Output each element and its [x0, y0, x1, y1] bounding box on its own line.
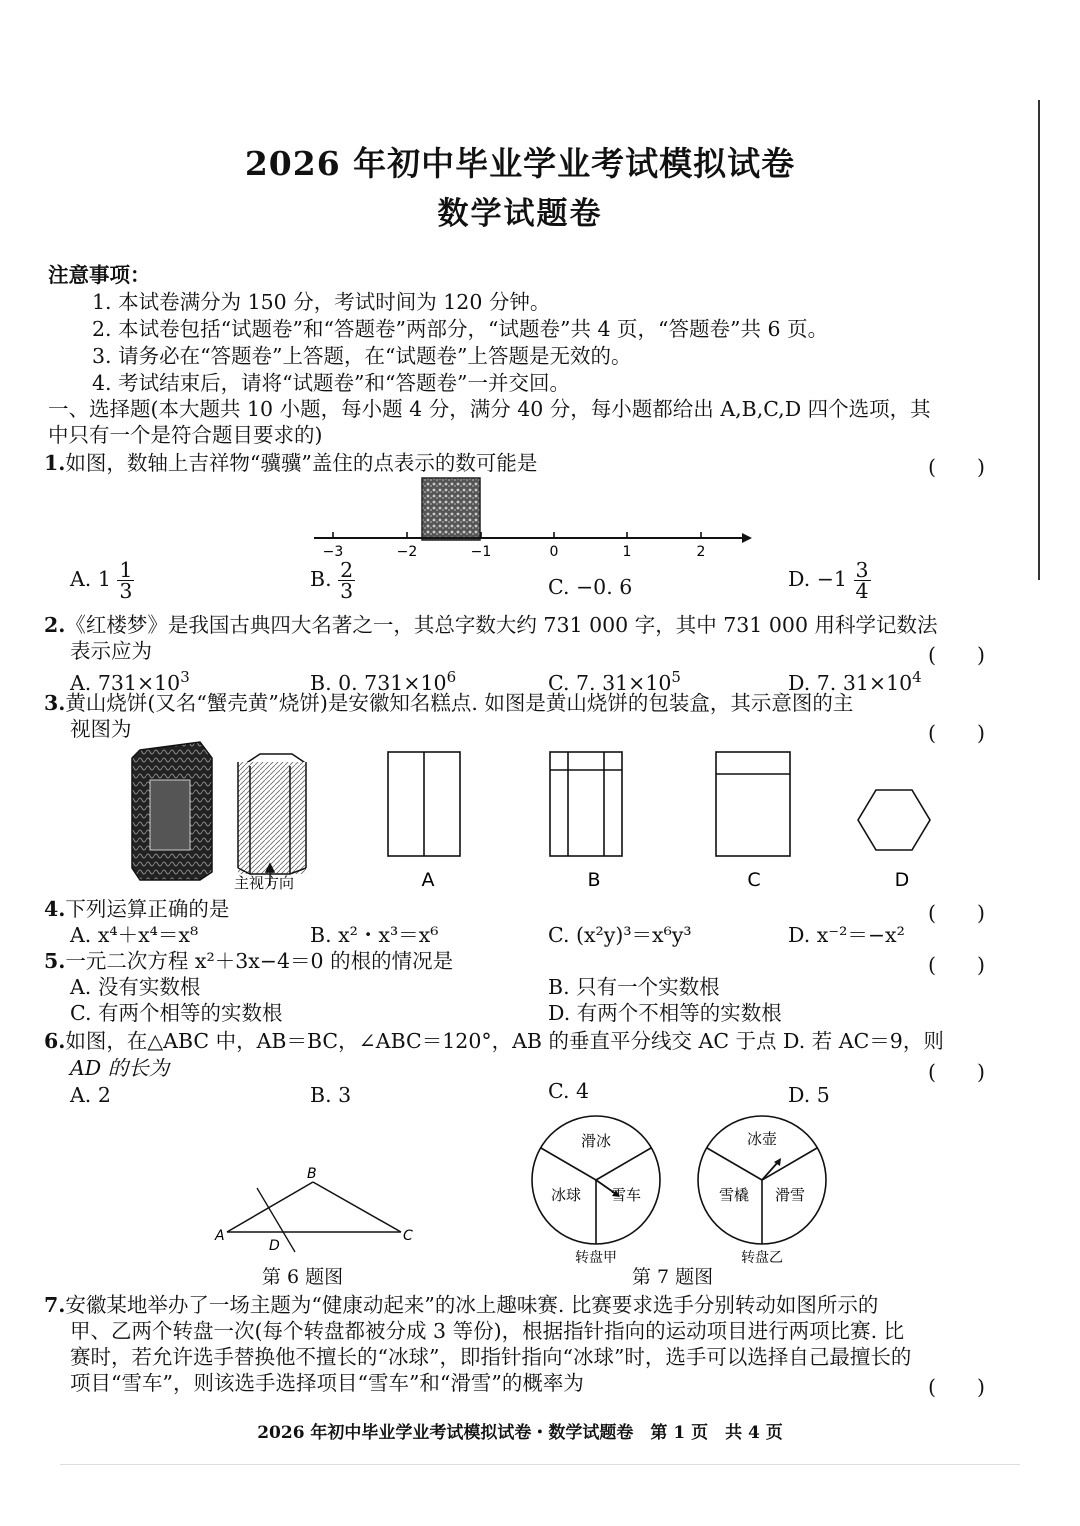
question-stem-cont: 赛时，若允许选手替换他不擅长的“冰球”，即指针指向“冰球”时，选手可以选择自己最擅长的: [70, 1345, 912, 1369]
fraction: [117, 560, 134, 601]
question-number: 4.: [44, 897, 66, 921]
tick-label: 0: [549, 544, 559, 560]
option-b[interactable]: [310, 560, 355, 601]
option-c[interactable]: C. −0. 6: [548, 575, 633, 599]
question-stem: 如图，在△ABC 中，AB＝BC，∠ABC＝120°，AB 的垂直平分线交 AC 于点 D. 若 AC＝9，则: [65, 1029, 944, 1053]
denominator: 3: [119, 579, 133, 603]
point-label: D: [269, 1238, 280, 1254]
sector-label: 冰壶: [746, 1130, 778, 1148]
option-b[interactable]: B. x²・x³＝x⁶: [310, 923, 439, 947]
side-bc: [313, 1182, 401, 1232]
q6-triangle-figure: [205, 1160, 425, 1260]
answer-paren[interactable]: ( ): [928, 1060, 985, 1084]
q3-figures: [130, 740, 950, 900]
question-stem: 黄山烧饼(又名“蟹壳黄”烧饼)是安徽知名糕点. 如图是黄山烧饼的包装盒，其示意图的主: [65, 691, 854, 715]
question-stem: 下列运算正确的是: [65, 897, 230, 921]
tick-label: −2: [396, 544, 418, 560]
point-label: A: [215, 1228, 225, 1244]
question-7: [44, 1292, 878, 1318]
question-stem: 一元二次方程 x²＋3x−4＝0 的根的情况是: [65, 949, 454, 973]
option-a[interactable]: A. 2: [70, 1083, 111, 1107]
sector-label: 雪橇: [718, 1186, 750, 1204]
question-5: [44, 948, 453, 974]
question-3: [44, 690, 853, 716]
option-d[interactable]: [788, 560, 871, 601]
option-c[interactable]: C. (x²y)³＝x⁶y³: [548, 923, 692, 947]
notice-item: 1. 本试卷满分为 150 分，考试时间为 120 分钟。: [92, 290, 551, 314]
mascot-image: [422, 478, 480, 540]
notice-item: 3. 请务必在“答题卷”上答题，在“试题卷”上答题是无效的。: [92, 344, 632, 368]
option-label: A: [421, 869, 435, 891]
numerator: 1: [119, 558, 133, 582]
question-stem-cont: 项目“雪车”，则该选手选择项目“雪车”和“滑雪”的概率为: [70, 1371, 584, 1395]
denominator: 3: [340, 579, 354, 603]
option-c[interactable]: C. 有两个相等的实数根: [70, 1001, 283, 1025]
page-subtitle: 数学试题卷: [437, 196, 603, 232]
question-number: 6.: [44, 1029, 66, 1053]
fraction: [854, 560, 871, 601]
exponent: 5: [671, 668, 681, 686]
notice-item: 2. 本试卷包括“试题卷”和“答题卷”两部分，“试题卷”共 4 页，“答题卷”共 6 页。: [92, 317, 829, 341]
question-number: 5.: [44, 949, 66, 973]
option-a-view[interactable]: [388, 752, 460, 856]
answer-paren[interactable]: ( ): [928, 1375, 985, 1399]
option-a[interactable]: A. x⁴＋x⁴＝x⁸: [70, 923, 199, 947]
tick-label: −3: [322, 544, 344, 560]
question-stem: 如图，数轴上吉祥物“骥骥”盖住的点表示的数可能是: [65, 451, 538, 475]
option-label: C: [747, 869, 761, 891]
fraction: [338, 560, 355, 601]
option-label: B: [587, 869, 601, 891]
notice-heading: 注意事项：: [48, 263, 151, 287]
hexagonal-prism-diagram: [238, 754, 306, 886]
denominator: 4: [855, 579, 869, 603]
section-heading: 一、选择题(本大题共 10 小题，每小题 4 分，满分 40 分，每小题都给出 A,B,C,D 四个选项，其: [48, 397, 931, 421]
option-b[interactable]: B. 3: [310, 1083, 352, 1107]
sector-label: 雪车: [610, 1186, 642, 1204]
option-d[interactable]: D. x⁻²＝−x²: [788, 923, 905, 947]
question-2: [44, 612, 938, 638]
view-direction-label: 主视方向: [233, 874, 295, 892]
numerator: 2: [340, 558, 354, 582]
axis-arrow-icon: [742, 533, 752, 543]
sector-label: 滑冰: [580, 1132, 612, 1150]
sector-label: 滑雪: [774, 1186, 806, 1204]
page-title: 2026 年初中毕业学业考试模拟试卷: [244, 144, 796, 183]
footer-text: 2026 年初中毕业学业考试模拟试卷・数学试题卷 第 1 页 共 4 页: [257, 1423, 783, 1443]
question-stem-cont: 表示应为: [70, 639, 152, 663]
question-stem-cont: 甲、乙两个转盘一次(每个转盘都被分成 3 等份)，根据指针指向的运动项目进行两项比赛. 比: [70, 1319, 905, 1343]
option-a[interactable]: [70, 560, 134, 601]
option-d[interactable]: D. 5: [788, 1083, 830, 1107]
answer-paren[interactable]: ( ): [928, 901, 985, 925]
option-text: C. 7. 31×10: [548, 670, 672, 695]
binding-line: [1038, 100, 1040, 580]
answer-paren[interactable]: ( ): [928, 643, 985, 667]
packaging-box-photo: [132, 742, 212, 880]
tick-label: −1: [470, 544, 492, 560]
exponent: 3: [180, 668, 190, 686]
spinner-name: 转盘乙: [741, 1250, 783, 1264]
notice-item: 4. 考试结束后，请将“试题卷”和“答题卷”一并交回。: [92, 371, 570, 395]
option-label: D. −1: [788, 567, 847, 591]
question-stem-cont: 视图为: [70, 717, 132, 741]
question-number: 7.: [44, 1293, 66, 1317]
question-number: 1.: [44, 451, 66, 475]
question-stem-cont: AD 的长为: [70, 1056, 170, 1080]
q7-spinners-figure: [530, 1104, 830, 1264]
option-c[interactable]: C. 4: [548, 1079, 590, 1103]
option-label: B.: [310, 567, 332, 591]
option-d[interactable]: D. 有两个不相等的实数根: [548, 1001, 782, 1025]
question-number: 2.: [44, 613, 66, 637]
figure-caption: 第 7 题图: [632, 1266, 714, 1288]
question-4: [44, 896, 229, 922]
option-b[interactable]: B. 只有一个实数根: [548, 975, 720, 999]
answer-paren[interactable]: ( ): [928, 953, 985, 977]
answer-paren[interactable]: ( ): [928, 455, 985, 479]
tick-label: 2: [696, 544, 706, 560]
answer-paren[interactable]: ( ): [928, 721, 985, 745]
option-c-view[interactable]: [716, 752, 790, 856]
question-stem: 《红楼梦》是我国古典四大名著之一，其总字数大约 731 000 字，其中 731 000 用科学记数法: [65, 613, 938, 637]
point-label: C: [403, 1228, 413, 1244]
option-a[interactable]: A. 没有实数根: [70, 975, 201, 999]
spinner-name: 转盘甲: [575, 1250, 617, 1264]
option-text: B. 0. 731×10: [310, 670, 447, 695]
footer-rule: [60, 1464, 1020, 1465]
section-heading-cont: 中只有一个是符合题目要求的): [48, 423, 323, 447]
numerator: 3: [855, 558, 869, 582]
question-6: [44, 1028, 944, 1054]
tick-label: 1: [622, 544, 632, 560]
question-number: 3.: [44, 691, 66, 715]
side-ab: [227, 1182, 313, 1232]
question-stem: 安徽某地举办了一场主题为“健康动起来”的冰上趣味赛. 比赛要求选手分别转动如图所示的: [65, 1293, 879, 1317]
figure-caption: 第 6 题图: [262, 1266, 344, 1288]
option-label: A. 1: [70, 567, 111, 591]
option-label: D: [894, 869, 910, 891]
exponent: 6: [446, 668, 457, 686]
option-text: A. 731×10: [70, 670, 181, 695]
option-d-view[interactable]: [858, 790, 930, 850]
exponent: 4: [912, 668, 922, 686]
point-label: B: [307, 1166, 317, 1182]
sector-label: 冰球: [550, 1186, 582, 1204]
number-line-figure: [300, 470, 770, 570]
option-b-view[interactable]: [550, 752, 622, 856]
option-text: D. 7. 31×10: [788, 670, 913, 695]
